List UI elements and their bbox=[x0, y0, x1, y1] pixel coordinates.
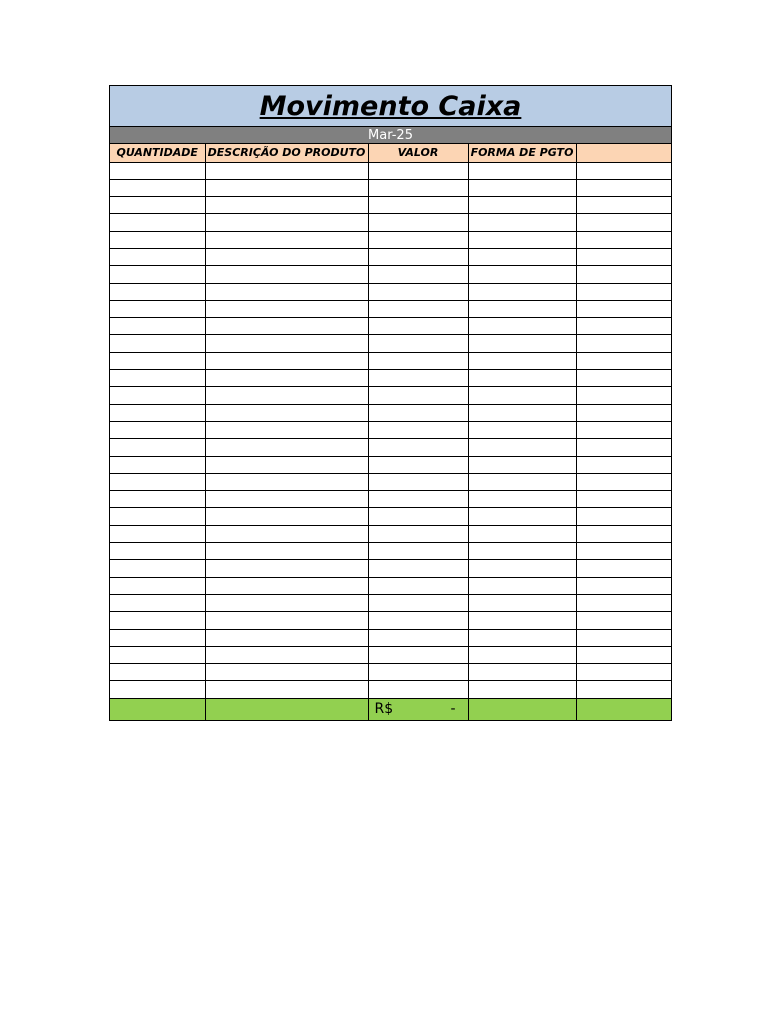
extra-cell[interactable] bbox=[576, 404, 671, 421]
quantidade-cell[interactable] bbox=[110, 577, 205, 594]
quantidade-cell[interactable] bbox=[110, 612, 205, 629]
forma-pgto-cell[interactable] bbox=[468, 577, 576, 594]
total-value: - bbox=[450, 701, 456, 718]
forma-pgto-cell[interactable] bbox=[468, 318, 576, 335]
extra-cell[interactable] bbox=[576, 664, 671, 681]
forma-pgto-cell[interactable] bbox=[468, 421, 576, 438]
table-row bbox=[110, 266, 671, 283]
descricao-cell[interactable] bbox=[205, 508, 368, 525]
valor-cell[interactable] bbox=[368, 370, 468, 387]
quantidade-cell[interactable] bbox=[110, 646, 205, 663]
forma-pgto-cell[interactable] bbox=[468, 594, 576, 611]
table-body bbox=[110, 162, 671, 720]
extra-cell[interactable] bbox=[576, 300, 671, 317]
table-row bbox=[110, 664, 671, 681]
extra-cell[interactable] bbox=[576, 179, 671, 196]
quantidade-cell[interactable] bbox=[110, 197, 205, 214]
extra-cell[interactable] bbox=[576, 646, 671, 663]
valor-cell[interactable] bbox=[368, 197, 468, 214]
valor-cell[interactable] bbox=[368, 300, 468, 317]
forma-pgto-cell[interactable] bbox=[468, 248, 576, 265]
extra-cell[interactable] bbox=[576, 266, 671, 283]
extra-cell[interactable] bbox=[576, 214, 671, 231]
descricao-cell[interactable] bbox=[205, 214, 368, 231]
valor-cell[interactable] bbox=[368, 387, 468, 404]
valor-cell[interactable] bbox=[368, 473, 468, 490]
table-row bbox=[110, 283, 671, 300]
total-row bbox=[110, 698, 671, 720]
forma-pgto-cell[interactable] bbox=[468, 439, 576, 456]
table-row bbox=[110, 300, 671, 317]
table-row bbox=[110, 421, 671, 438]
descricao-cell[interactable] bbox=[205, 473, 368, 490]
extra-cell[interactable] bbox=[576, 543, 671, 560]
quantidade-cell[interactable] bbox=[110, 231, 205, 248]
quantidade-cell[interactable] bbox=[110, 404, 205, 421]
table-row bbox=[110, 197, 671, 214]
table-row bbox=[110, 577, 671, 594]
valor-cell[interactable] bbox=[368, 283, 468, 300]
valor-cell[interactable] bbox=[368, 664, 468, 681]
valor-cell[interactable] bbox=[368, 248, 468, 265]
extra-cell[interactable] bbox=[576, 525, 671, 542]
forma-pgto-cell[interactable] bbox=[468, 473, 576, 490]
extra-cell[interactable] bbox=[576, 197, 671, 214]
total-valor-cell bbox=[368, 698, 468, 720]
forma-pgto-cell[interactable] bbox=[468, 543, 576, 560]
extra-cell[interactable] bbox=[576, 508, 671, 525]
valor-cell[interactable] bbox=[368, 266, 468, 283]
table-row bbox=[110, 231, 671, 248]
extra-cell[interactable] bbox=[576, 560, 671, 577]
forma-pgto-cell[interactable] bbox=[468, 612, 576, 629]
total-blank-cell bbox=[576, 698, 671, 720]
quantidade-cell[interactable] bbox=[110, 456, 205, 473]
quantidade-cell[interactable] bbox=[110, 594, 205, 611]
header-descricao: DESCRIÇÃO DO PRODUTO bbox=[205, 144, 368, 162]
valor-cell[interactable] bbox=[368, 612, 468, 629]
extra-cell[interactable] bbox=[576, 248, 671, 265]
extra-cell[interactable] bbox=[576, 162, 671, 179]
valor-cell[interactable] bbox=[368, 456, 468, 473]
table-row bbox=[110, 439, 671, 456]
valor-cell[interactable] bbox=[368, 318, 468, 335]
table-row bbox=[110, 612, 671, 629]
table-row bbox=[110, 370, 671, 387]
descricao-cell[interactable] bbox=[205, 525, 368, 542]
descricao-cell[interactable] bbox=[205, 664, 368, 681]
forma-pgto-cell[interactable] bbox=[468, 231, 576, 248]
table-row bbox=[110, 318, 671, 335]
forma-pgto-cell[interactable] bbox=[468, 266, 576, 283]
valor-cell[interactable] bbox=[368, 560, 468, 577]
descricao-cell[interactable] bbox=[205, 179, 368, 196]
table-row bbox=[110, 404, 671, 421]
table-row bbox=[110, 214, 671, 231]
extra-cell[interactable] bbox=[576, 283, 671, 300]
table-row bbox=[110, 179, 671, 196]
header-quantidade: QUANTIDADE bbox=[110, 144, 205, 162]
table-row bbox=[110, 560, 671, 577]
descricao-cell[interactable] bbox=[205, 612, 368, 629]
descricao-cell[interactable] bbox=[205, 248, 368, 265]
valor-cell[interactable] bbox=[368, 525, 468, 542]
quantidade-cell[interactable] bbox=[110, 266, 205, 283]
header-row bbox=[110, 144, 671, 162]
quantidade-cell[interactable] bbox=[110, 162, 205, 179]
forma-pgto-cell[interactable] bbox=[468, 664, 576, 681]
valor-cell[interactable] bbox=[368, 681, 468, 698]
valor-cell[interactable] bbox=[368, 491, 468, 508]
forma-pgto-cell[interactable] bbox=[468, 560, 576, 577]
valor-cell[interactable] bbox=[368, 577, 468, 594]
valor-cell[interactable] bbox=[368, 508, 468, 525]
descricao-cell[interactable] bbox=[205, 439, 368, 456]
table-row bbox=[110, 352, 671, 369]
quantidade-cell[interactable] bbox=[110, 335, 205, 352]
header-valor: VALOR bbox=[368, 144, 468, 162]
table-row bbox=[110, 646, 671, 663]
quantidade-cell[interactable] bbox=[110, 248, 205, 265]
forma-pgto-cell[interactable] bbox=[468, 387, 576, 404]
descricao-cell[interactable] bbox=[205, 162, 368, 179]
forma-pgto-cell[interactable] bbox=[468, 197, 576, 214]
forma-pgto-cell[interactable] bbox=[468, 162, 576, 179]
extra-cell[interactable] bbox=[576, 473, 671, 490]
extra-cell[interactable] bbox=[576, 318, 671, 335]
total-blank-cell bbox=[205, 698, 368, 720]
valor-cell[interactable] bbox=[368, 404, 468, 421]
header-blank bbox=[576, 144, 671, 162]
descricao-cell[interactable] bbox=[205, 283, 368, 300]
forma-pgto-cell[interactable] bbox=[468, 525, 576, 542]
extra-cell[interactable] bbox=[576, 370, 671, 387]
table-row bbox=[110, 335, 671, 352]
forma-pgto-cell[interactable] bbox=[468, 508, 576, 525]
forma-pgto-cell[interactable] bbox=[468, 214, 576, 231]
month-label: Mar-25 bbox=[368, 127, 413, 143]
table-row bbox=[110, 162, 671, 179]
forma-pgto-cell[interactable] bbox=[468, 646, 576, 663]
table-row bbox=[110, 473, 671, 490]
table-row bbox=[110, 491, 671, 508]
quantidade-cell[interactable] bbox=[110, 387, 205, 404]
forma-pgto-cell[interactable] bbox=[468, 300, 576, 317]
table-row bbox=[110, 248, 671, 265]
quantidade-cell[interactable] bbox=[110, 629, 205, 646]
valor-cell[interactable] bbox=[368, 352, 468, 369]
extra-cell[interactable] bbox=[576, 439, 671, 456]
descricao-cell[interactable] bbox=[205, 335, 368, 352]
forma-pgto-cell[interactable] bbox=[468, 335, 576, 352]
quantidade-cell[interactable] bbox=[110, 352, 205, 369]
valor-cell[interactable] bbox=[368, 214, 468, 231]
valor-cell[interactable] bbox=[368, 162, 468, 179]
quantidade-cell[interactable] bbox=[110, 300, 205, 317]
quantidade-cell[interactable] bbox=[110, 214, 205, 231]
descricao-cell[interactable] bbox=[205, 560, 368, 577]
valor-cell[interactable] bbox=[368, 231, 468, 248]
valor-cell[interactable] bbox=[368, 543, 468, 560]
quantidade-cell[interactable] bbox=[110, 681, 205, 698]
extra-cell[interactable] bbox=[576, 577, 671, 594]
extra-cell[interactable] bbox=[576, 456, 671, 473]
extra-cell[interactable] bbox=[576, 612, 671, 629]
cash-table bbox=[110, 144, 671, 720]
forma-pgto-cell[interactable] bbox=[468, 629, 576, 646]
quantidade-cell[interactable] bbox=[110, 525, 205, 542]
quantidade-cell[interactable] bbox=[110, 421, 205, 438]
descricao-cell[interactable] bbox=[205, 594, 368, 611]
quantidade-cell[interactable] bbox=[110, 560, 205, 577]
table-row bbox=[110, 387, 671, 404]
table-row bbox=[110, 629, 671, 646]
forma-pgto-cell[interactable] bbox=[468, 283, 576, 300]
table-row bbox=[110, 525, 671, 542]
forma-pgto-cell[interactable] bbox=[468, 681, 576, 698]
descricao-cell[interactable] bbox=[205, 266, 368, 283]
valor-cell[interactable] bbox=[368, 646, 468, 663]
table-row bbox=[110, 681, 671, 698]
descricao-cell[interactable] bbox=[205, 629, 368, 646]
descricao-cell[interactable] bbox=[205, 231, 368, 248]
quantidade-cell[interactable] bbox=[110, 318, 205, 335]
descricao-cell[interactable] bbox=[205, 370, 368, 387]
descricao-cell[interactable] bbox=[205, 491, 368, 508]
header-forma-pgto: FORMA DE PGTO bbox=[468, 144, 576, 162]
descricao-cell[interactable] bbox=[205, 577, 368, 594]
extra-cell[interactable] bbox=[576, 231, 671, 248]
table-row bbox=[110, 543, 671, 560]
descricao-cell[interactable] bbox=[205, 404, 368, 421]
extra-cell[interactable] bbox=[576, 335, 671, 352]
quantidade-cell[interactable] bbox=[110, 543, 205, 560]
valor-cell[interactable] bbox=[368, 439, 468, 456]
extra-cell[interactable] bbox=[576, 681, 671, 698]
extra-cell[interactable] bbox=[576, 491, 671, 508]
forma-pgto-cell[interactable] bbox=[468, 404, 576, 421]
total-blank-cell bbox=[110, 698, 205, 720]
descricao-cell[interactable] bbox=[205, 421, 368, 438]
extra-cell[interactable] bbox=[576, 387, 671, 404]
table-row bbox=[110, 508, 671, 525]
valor-cell[interactable] bbox=[368, 594, 468, 611]
descricao-cell[interactable] bbox=[205, 387, 368, 404]
forma-pgto-cell[interactable] bbox=[468, 352, 576, 369]
total-blank-cell bbox=[468, 698, 576, 720]
month-row bbox=[110, 127, 671, 144]
extra-cell[interactable] bbox=[576, 421, 671, 438]
quantidade-cell[interactable] bbox=[110, 370, 205, 387]
quantidade-cell[interactable] bbox=[110, 179, 205, 196]
descricao-cell[interactable] bbox=[205, 300, 368, 317]
quantidade-cell[interactable] bbox=[110, 491, 205, 508]
total-currency: R$ bbox=[374, 701, 394, 718]
descricao-cell[interactable] bbox=[205, 318, 368, 335]
valor-cell[interactable] bbox=[368, 629, 468, 646]
descricao-cell[interactable] bbox=[205, 352, 368, 369]
quantidade-cell[interactable] bbox=[110, 664, 205, 681]
quantidade-cell[interactable] bbox=[110, 283, 205, 300]
cash-movement-sheet bbox=[109, 85, 672, 721]
descricao-cell[interactable] bbox=[205, 646, 368, 663]
forma-pgto-cell[interactable] bbox=[468, 491, 576, 508]
valor-cell[interactable] bbox=[368, 179, 468, 196]
quantidade-cell[interactable] bbox=[110, 439, 205, 456]
forma-pgto-cell[interactable] bbox=[468, 456, 576, 473]
quantidade-cell[interactable] bbox=[110, 508, 205, 525]
descricao-cell[interactable] bbox=[205, 543, 368, 560]
table-row bbox=[110, 594, 671, 611]
descricao-cell[interactable] bbox=[205, 681, 368, 698]
extra-cell[interactable] bbox=[576, 352, 671, 369]
forma-pgto-cell[interactable] bbox=[468, 179, 576, 196]
title-row bbox=[110, 86, 671, 127]
table-row bbox=[110, 456, 671, 473]
quantidade-cell[interactable] bbox=[110, 473, 205, 490]
descricao-cell[interactable] bbox=[205, 197, 368, 214]
valor-cell[interactable] bbox=[368, 421, 468, 438]
sheet-title: Movimento Caixa bbox=[259, 90, 522, 122]
descricao-cell[interactable] bbox=[205, 456, 368, 473]
valor-cell[interactable] bbox=[368, 335, 468, 352]
forma-pgto-cell[interactable] bbox=[468, 370, 576, 387]
extra-cell[interactable] bbox=[576, 629, 671, 646]
extra-cell[interactable] bbox=[576, 594, 671, 611]
